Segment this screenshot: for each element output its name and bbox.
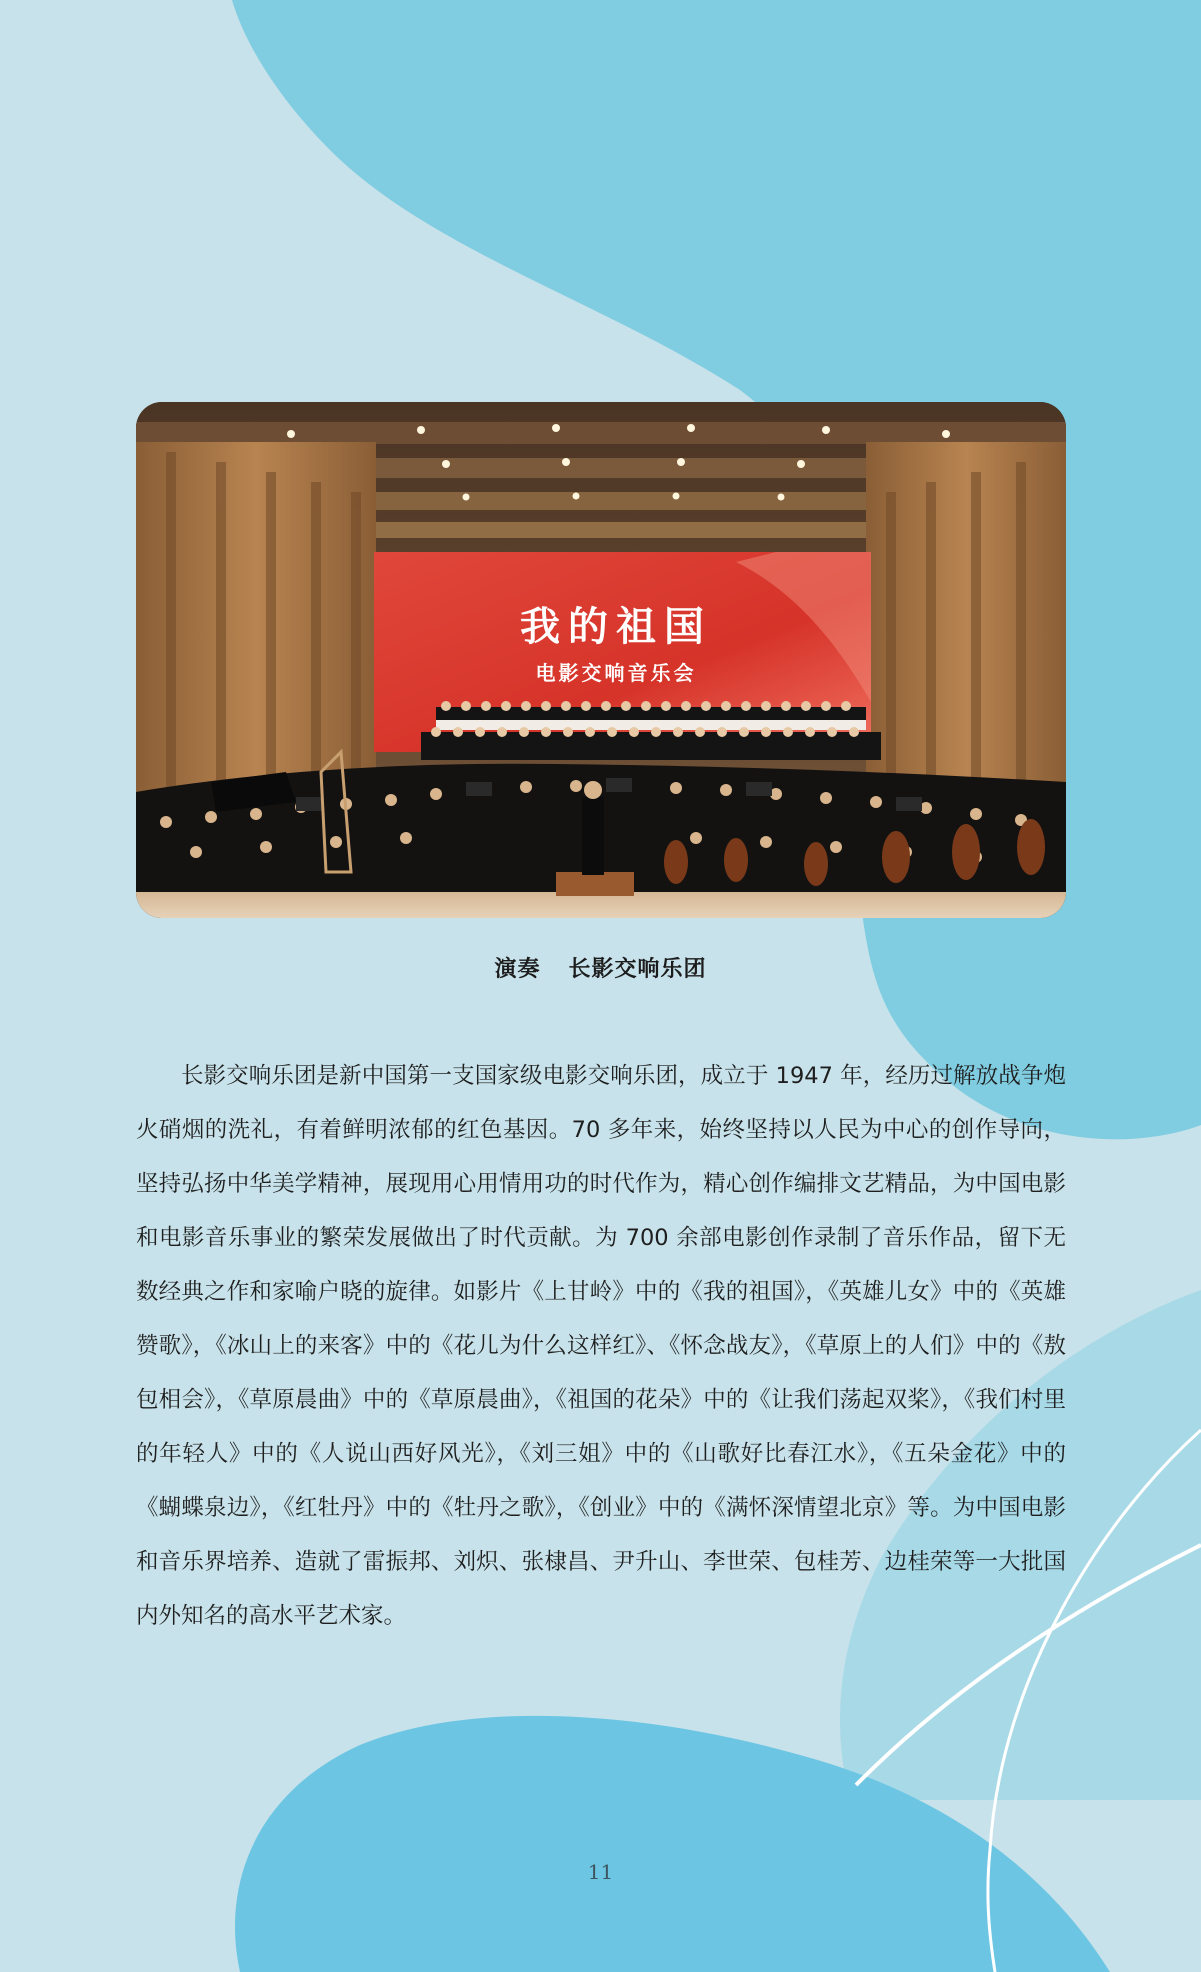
caption-performer: 长影交响乐团 bbox=[568, 957, 707, 982]
photo-caption bbox=[0, 952, 1201, 983]
body-paragraph: 长影交响乐团是新中国第一支国家级电影交响乐团，成立于 1947 年，经历过解放战争炮火硝烟的洗礼，有着鲜明浓郁的红色基因。70 多年来，始终坚持以人民为中心的创作导向，坚持弘扬中华美学精神，展现用心用情用功的时代作为，精心创作编排文艺精品，为中国电影和电影音乐事业的繁荣发展做出了时代贡献。为 700 余部电影创作录制了音乐作品，留下无数经典之作和家喻户晓的旋律。如影片《上甘岭》中的《我的祖国》，《英雄儿女》中的《英雄赞歌》，《冰山上的来客》中的《花儿为什么这样红》、《怀念战友》，《草原上的人们》中的《敖包相会》，《草原晨曲》中的《草原晨曲》，《祖国的花朵》中的《让我们荡起双桨》，《我们村里的年轻人》中的《人说山西好风光》，《刘三姐》中的《山歌好比春江水》，《五朵金花》中的《蝴蝶泉边》，《红牡丹》中的《牡丹之歌》，《创业》中的《满怀深情望北京》等。为中国电影和音乐界培养、造就了雷振邦、刘炽、张棣昌、尹升山、李世荣、包桂芳、边桂荣等一大批国内外知名的高水平艺术家。 bbox=[136, 1063, 1066, 1629]
screen-title: 我的祖国 bbox=[520, 604, 712, 650]
page-number: 11 bbox=[587, 1860, 614, 1884]
caption-label: 演奏 bbox=[494, 957, 541, 982]
screen-subtitle: 电影交响音乐会 bbox=[535, 661, 697, 685]
concert-photo bbox=[136, 402, 1066, 918]
